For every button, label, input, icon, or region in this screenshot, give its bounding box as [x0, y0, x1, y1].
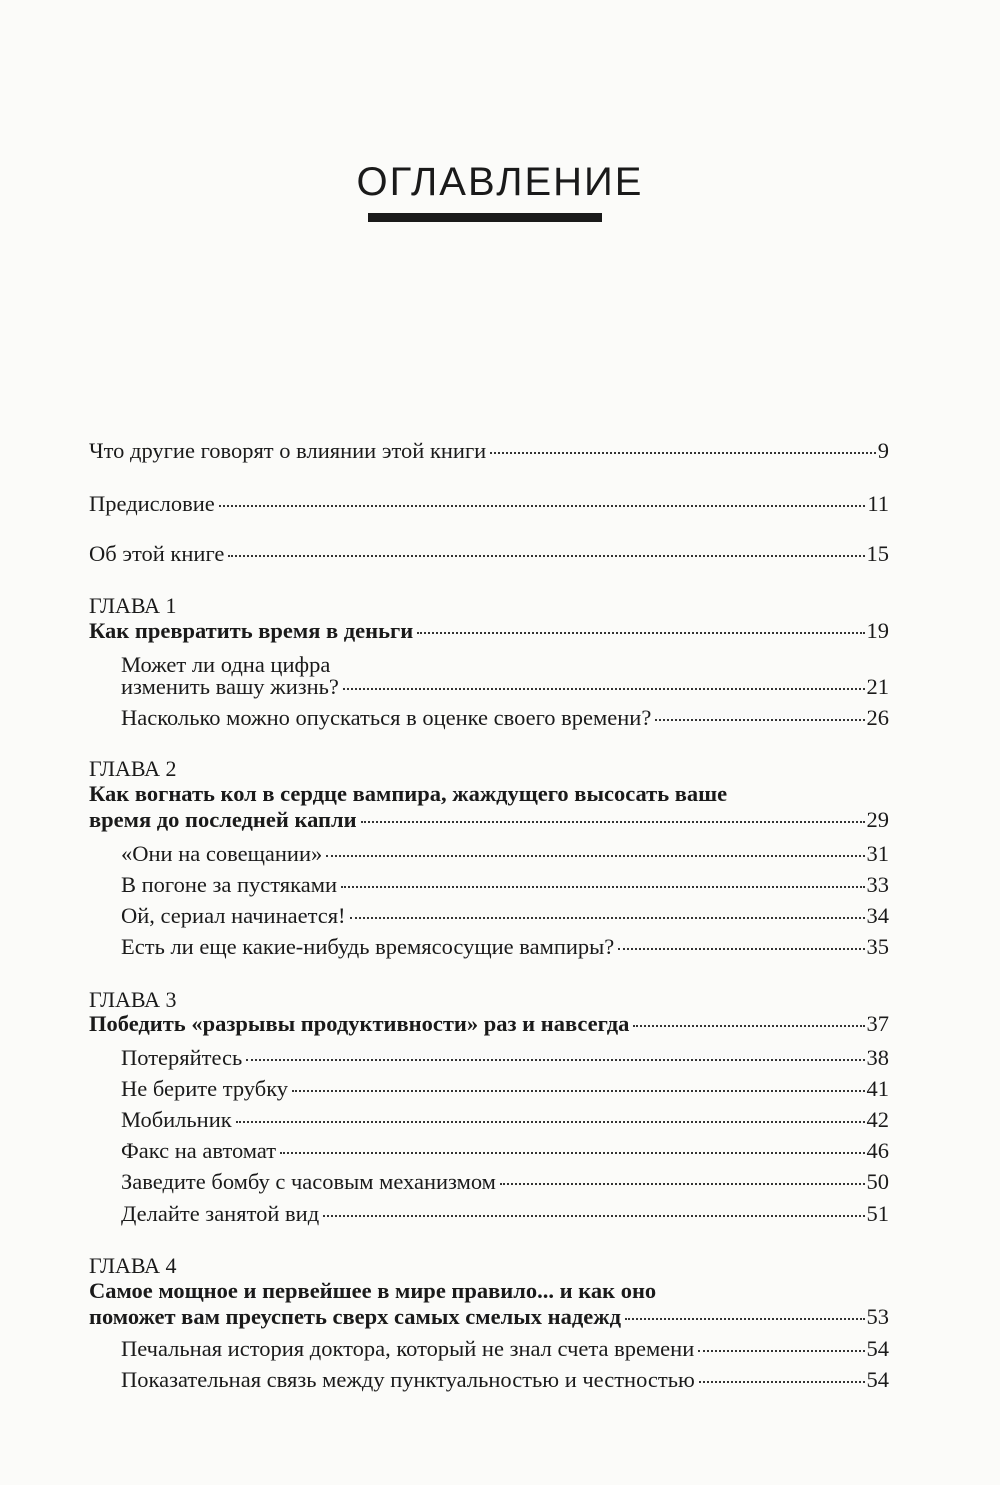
toc-page-number: 54 [866, 1336, 889, 1361]
toc-entry-title: Заведите бомбу с часовым механизмом [121, 1169, 496, 1194]
toc-page-number: 34 [866, 903, 889, 928]
toc-page-number: 29 [866, 807, 889, 832]
toc-entry-title: Насколько можно опускаться в оценке своего времени? [121, 705, 652, 730]
toc-page-number: 51 [866, 1201, 889, 1226]
toc-page-number: 31 [866, 841, 889, 866]
dot-leader [618, 948, 864, 950]
dot-leader [350, 917, 865, 919]
toc-chapter-title-line: Самое мощное и первейшее в мире правило... и как оно [89, 1278, 657, 1303]
toc-entry-title: «Они на совещании» [121, 841, 323, 866]
toc-entry-title: изменить вашу жизнь? [121, 674, 339, 699]
toc-page-number: 50 [866, 1169, 889, 1194]
dot-leader [228, 555, 864, 557]
toc-entry-title: Факс на автомат [121, 1138, 277, 1163]
dot-leader [500, 1183, 865, 1185]
toc-entry-title: Об этой книге [89, 541, 225, 566]
toc-page-number: 15 [866, 541, 889, 566]
toc-entry[interactable] [121, 1335, 889, 1363]
toc-entry-title: Потеряйтесь [121, 1045, 243, 1070]
toc-chapter-entry[interactable] [89, 617, 889, 645]
toc-entry-title: Предисловие [89, 491, 215, 516]
toc-page-number: 26 [866, 705, 889, 730]
dot-leader [292, 1090, 864, 1092]
chapter-label: ГЛАВА 1 [89, 593, 177, 618]
chapter-label: ГЛАВА 2 [89, 756, 177, 781]
toc-entry-title: Как превратить время в деньги [89, 618, 414, 643]
toc-entry[interactable] [121, 1200, 889, 1228]
toc-entry-title-line: Может ли одна цифра [121, 652, 331, 677]
dot-leader [655, 719, 864, 721]
toc-entry-title: Мобильник [121, 1107, 232, 1132]
toc-page-number: 35 [866, 934, 889, 959]
toc-entry-title: поможет вам преуспеть сверх самых смелых надежд [89, 1304, 621, 1329]
toc-entry-title: Есть ли еще какие-нибудь времясосущие вампиры? [121, 934, 615, 959]
toc-chapter-title-line: Как вогнать кол в сердце вампира, жаждущего высосать ваше [89, 781, 728, 806]
page-title: ОГЛАВЛЕНИЕ [356, 160, 644, 204]
toc-page-number: 46 [866, 1138, 889, 1163]
dot-leader [323, 1215, 864, 1217]
toc-chapter-entry[interactable] [89, 806, 889, 834]
toc-entry[interactable] [121, 1137, 889, 1165]
dot-leader [633, 1025, 864, 1027]
toc-entry[interactable] [121, 933, 889, 961]
toc-chapter-entry[interactable] [89, 1010, 889, 1038]
dot-leader [326, 855, 864, 857]
toc-chapter-entry[interactable] [89, 1303, 889, 1331]
dot-leader [236, 1121, 865, 1123]
dot-leader [361, 821, 865, 823]
toc-entry[interactable] [121, 1168, 889, 1196]
toc-page-number: 9 [877, 438, 889, 463]
toc-entry[interactable] [121, 871, 889, 899]
toc-entry[interactable] [121, 1044, 889, 1072]
dot-leader [417, 632, 864, 634]
toc-entry-title: Что другие говорят о влиянии этой книги [89, 438, 487, 463]
dot-leader [246, 1059, 864, 1061]
dot-leader [625, 1318, 865, 1320]
toc-entry-title: Победить «разрывы продуктивности» раз и навсегда [89, 1011, 630, 1036]
toc-page-number: 41 [866, 1076, 889, 1101]
toc-entry[interactable] [121, 840, 889, 868]
chapter-label: ГЛАВА 3 [89, 987, 177, 1012]
dot-leader [698, 1350, 864, 1352]
toc-page-number: 53 [866, 1304, 889, 1329]
toc-page-number: 11 [867, 491, 889, 516]
toc-entry[interactable] [121, 902, 889, 930]
dot-leader [490, 452, 876, 454]
dot-leader [280, 1152, 864, 1154]
toc-entry-title: время до последней капли [89, 807, 357, 832]
dot-leader [343, 688, 865, 690]
toc-entry-title: Ой, сериал начинается! [121, 903, 346, 928]
toc-entry[interactable] [121, 704, 889, 732]
toc-entry-title: В погоне за пустяками [121, 872, 338, 897]
toc-page-number: 19 [866, 618, 889, 643]
toc-entry-title: Показательная связь между пунктуальностью и честностью [121, 1367, 695, 1392]
toc-page-number: 54 [866, 1367, 889, 1392]
title-underline [368, 213, 602, 222]
toc-entry[interactable] [121, 1106, 889, 1134]
toc-entry[interactable] [121, 1366, 889, 1394]
toc-entry[interactable] [89, 490, 889, 518]
toc-entry-title: Печальная история доктора, который не знал счета времени [121, 1336, 695, 1361]
toc-entry[interactable] [89, 437, 889, 465]
toc-entry[interactable] [121, 673, 889, 701]
toc-page-number: 37 [866, 1011, 889, 1036]
toc-page-number: 33 [866, 872, 889, 897]
toc-entry-title: Не берите трубку [121, 1076, 289, 1101]
toc-entry-title: Делайте занятой вид [121, 1201, 320, 1226]
toc-page-number: 21 [866, 674, 889, 699]
chapter-label: ГЛАВА 4 [89, 1253, 177, 1278]
dot-leader [341, 886, 864, 888]
toc-page-number: 42 [866, 1107, 889, 1132]
dot-leader [699, 1381, 865, 1383]
toc-page-number: 38 [866, 1045, 889, 1070]
toc-entry[interactable] [89, 540, 889, 568]
toc-entry[interactable] [121, 1075, 889, 1103]
dot-leader [219, 505, 866, 507]
